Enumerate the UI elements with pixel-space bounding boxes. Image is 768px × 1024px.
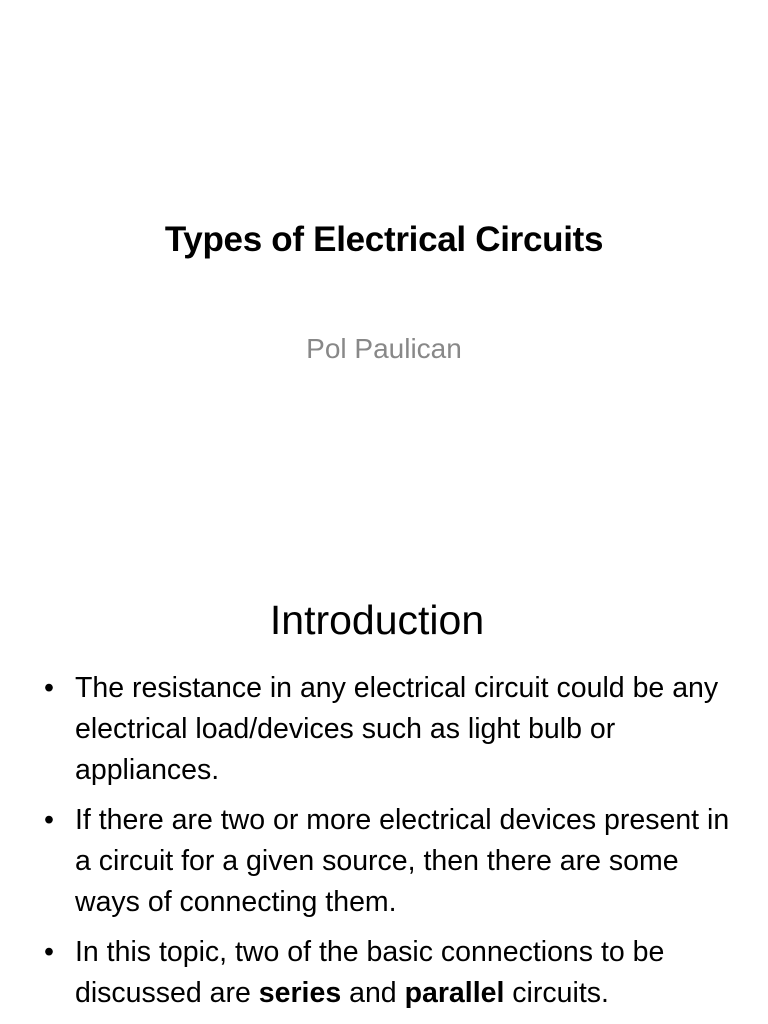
bullet-text-part: and (341, 977, 405, 1009)
introduction-slide (0, 576, 768, 1024)
bullet-text: The resistance in any electrical circuit could be any electrical load/devices such as light bulb or appliances. (75, 672, 719, 786)
list-item (44, 932, 734, 1014)
presentation-title: Types of Electrical Circuits (164, 220, 604, 259)
bullet-text-part: circuits. (504, 977, 609, 1009)
bold-term-series: series (258, 977, 342, 1009)
slide-title: Introduction (269, 597, 485, 643)
bullet-icon: • (44, 936, 54, 968)
bullet-text-part: In this topic, two of the basic connections to be discussed are (75, 936, 665, 1009)
bullet-icon: • (44, 804, 54, 836)
list-item (44, 668, 734, 791)
bullet-list (44, 668, 734, 1023)
bold-term-parallel: parallel (404, 977, 505, 1009)
list-item (44, 800, 734, 923)
author-name: Pol Paulican (306, 333, 462, 364)
bullet-text: If there are two or more electrical devices present in a circuit for a given source, then there are some ways of connecting them. (75, 804, 730, 918)
bullet-icon: • (44, 672, 54, 704)
